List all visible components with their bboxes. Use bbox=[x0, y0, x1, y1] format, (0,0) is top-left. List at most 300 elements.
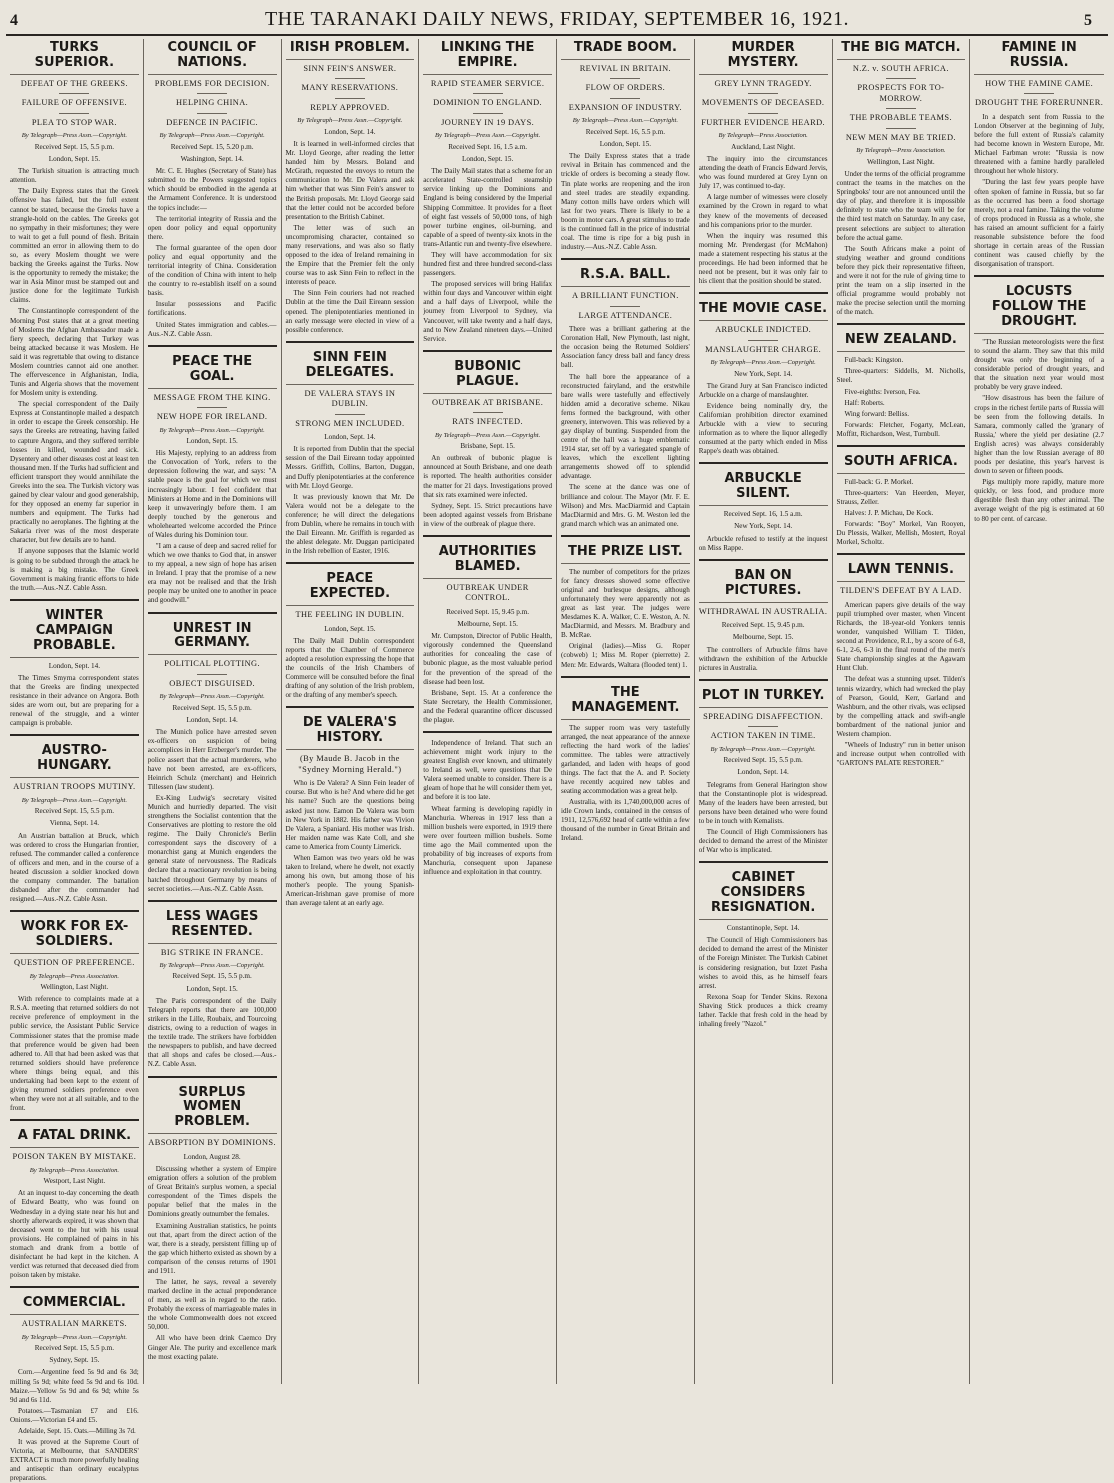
article-headline: BUBONIC PLAGUE. bbox=[423, 358, 552, 394]
article-dateline: Wellington, Last Night. bbox=[40, 983, 109, 992]
article-body bbox=[286, 779, 415, 908]
article-headline: LAWN TENNIS. bbox=[837, 561, 966, 582]
received-time: Received Sept. 16, 5.5 p.m. bbox=[585, 127, 665, 136]
article bbox=[561, 39, 690, 252]
article-paragraph: The Council of High Commissioners has decided to demand the arrest of the Minister of the Foreign Minister. The Turkish Cabinet is considering resignation, but Izzet Pasha wishes to avoid this, as he himself fears arrest. bbox=[698, 936, 828, 990]
article-deck: (By Maude B. Jacob in the "Sydney Morning Herald.") bbox=[298, 754, 402, 774]
article-headline: THE BIG MATCH. bbox=[837, 39, 966, 60]
article bbox=[561, 266, 690, 529]
article-paragraph: At an inquest to-day concerning the death of Edward Beatty, who was found on Wednesday in a dying state near his hut and shortly afterwards expired, it was shown that deceased went to the hut with his usual provisions. He complained of pains in his stomach and drank from a bottle of disinfectant he had kept in the kitchen. A verdict was returned that deceased died from poison taken by mistake. bbox=[10, 1189, 139, 1280]
article-body bbox=[286, 637, 415, 701]
article-divider bbox=[699, 559, 828, 561]
article-byline: By Telegraph—Press Association. bbox=[29, 1166, 120, 1174]
article-paragraph: "The Russian meteorologists were the first to sound the alarm. They saw that this mild drought was only the beginning of a considerable period of drought years, and that the situation next year would most probably be very grave indeed. bbox=[974, 338, 1104, 392]
article-deck: A BRILLIANT FUNCTION. bbox=[572, 291, 679, 301]
article-body bbox=[10, 1189, 139, 1280]
deck-divider bbox=[197, 113, 227, 114]
article-paragraph: Full-back: Kingston. bbox=[844, 356, 904, 365]
article-headline: ARBUCKLE SILENT. bbox=[699, 470, 828, 506]
article-paragraph: Rexona Soap for Tender Skins. Rexona Shaving Stick produces a thick creamy lather. Tackle that fresh cold in the head by inhaling freely "Nazol." bbox=[698, 992, 828, 1029]
article bbox=[423, 739, 552, 877]
article-byline: By Telegraph—Press Assn.—Copyright. bbox=[434, 431, 541, 439]
article-deck: WITHDRAWAL IN AUSTRALIA. bbox=[698, 606, 828, 616]
article-paragraph: Arbuckle refused to testify at the inquest on Miss Rappe. bbox=[698, 534, 828, 552]
deck-divider bbox=[335, 78, 365, 79]
article-paragraph: Three-quarters: Siddells, M. Nicholls, Steel. bbox=[836, 367, 966, 385]
received-time: Received Sept. 15, 5.5 p.m. bbox=[34, 807, 114, 816]
article-paragraph: "During the last few years people have often spoken of famine in Russia, but so far as the occurred has been a food shortage merely, not a real famine. Taking the volume of crops produced in Russia as a whole, she has raised an amount sufficient for a fairly reasonable subsistence before the food shortage in certain areas of the Russian continent was caused chiefly by the disorganisation of transport. bbox=[974, 178, 1104, 269]
deck-divider bbox=[335, 98, 365, 99]
article-deck: HELPING CHINA. bbox=[176, 98, 249, 108]
article-byline: By Telegraph—Press Assn.—Copyright. bbox=[159, 693, 265, 701]
article-dateline: Wellington, Last Night. bbox=[867, 157, 935, 166]
article bbox=[423, 39, 552, 344]
article-paragraph: Corn.—Argentine feed 5s 9d and 6s 3d; milling 5s 9d; white feed 5s 9d and 6s 10d. Maize.—Yellow 5s 9d and 6s 9d; white 5s 9d and 6s 11d. bbox=[10, 1368, 139, 1404]
article-byline: By Telegraph—Press Assn.—Copyright. bbox=[297, 117, 403, 125]
article-body bbox=[148, 997, 277, 1070]
article-paragraph: The Paris correspondent of the Daily Telegraph reports that there are 100,000 strikers in the Lille, Roubaix, and Tourcoing districts, owing to a reduction of wages in the textile trade. The strikers have forbidden the newspapers to publish, and have decreed that all shops and cafes be closed.—Aus.-N.Z. Cable Assn. bbox=[147, 996, 277, 1069]
article bbox=[148, 353, 277, 606]
article-paragraph: Forwards: "Boy" Morkel, Van Rooyen, Du Plessis, Walker, Mellish, Mostert, Royal Morkel, Scholtz. bbox=[836, 520, 966, 547]
article-deck: RATS INFECTED. bbox=[452, 417, 523, 427]
article-deck: FURTHER EVIDENCE HEARD. bbox=[701, 117, 826, 127]
article-divider bbox=[286, 706, 415, 708]
article-body bbox=[837, 356, 966, 439]
article-deck: AUSTRALIAN MARKETS. bbox=[21, 1319, 128, 1329]
article-byline: By Telegraph—Press Assn.—Copyright. bbox=[572, 117, 678, 125]
article-paragraph: The Grand Jury at San Francisco indicted Arbuckle on a charge of manslaughter. bbox=[698, 381, 828, 399]
article-paragraph: United States immigration and cables.—Aus.-N.Z. Cable Assn. bbox=[147, 320, 277, 338]
article-dateline: London, Sept. 15. bbox=[599, 140, 652, 149]
article-divider bbox=[561, 258, 690, 260]
article-deck: REPLY APPROVED. bbox=[310, 102, 390, 112]
received-time: Received Sept. 15, 5.5 p.m. bbox=[172, 972, 252, 981]
received-time: Received Sept. 15, 5.5 p.m. bbox=[172, 703, 252, 712]
deck-divider bbox=[335, 414, 365, 415]
article bbox=[837, 453, 966, 547]
article-deck: STRONG MEN INCLUDED. bbox=[295, 418, 405, 428]
article-body bbox=[837, 601, 966, 768]
article-paragraph: Examining Australian statistics, he points out that, apart from the direct action of the war, there is a steady, persistent filling up of the gap which hitherto existed as shown by a comparison of the census returns of 1901 and 1911. bbox=[147, 1221, 277, 1275]
article-body bbox=[837, 478, 966, 548]
article-deck: JOURNEY IN 19 DAYS. bbox=[441, 117, 535, 127]
article-divider bbox=[699, 292, 828, 294]
article-paragraph: Full-back: G. P. Morkel. bbox=[844, 477, 914, 486]
article-deck: THE PROBABLE TEAMS. bbox=[849, 113, 952, 123]
column-3 bbox=[282, 39, 420, 1384]
article bbox=[10, 742, 139, 904]
article-byline: By Telegraph—Press Assn.—Copyright. bbox=[159, 426, 265, 434]
article-divider bbox=[10, 734, 139, 736]
article-paragraph: It was proved at the Supreme Court of Victoria, at Melbourne, that SANDERS' EXTRACT is much more powerfully healing and antiseptic than ordinary eucalyptus preparations. bbox=[10, 1438, 139, 1483]
article-deck: MANY RESERVATIONS. bbox=[301, 83, 399, 93]
article bbox=[10, 1127, 139, 1280]
article-deck: REVIVAL IN BRITAIN. bbox=[579, 63, 672, 73]
article-paragraph: "Wheels of Industry" run in better unison and increase output when controlled with "GARTON'S PALATE RESTORER." bbox=[836, 741, 966, 768]
article-body bbox=[699, 781, 828, 856]
article-dateline: London, Sept. 15. bbox=[324, 624, 376, 633]
article-divider bbox=[10, 1119, 139, 1121]
article-byline: By Telegraph—Press Assn.—Copyright. bbox=[710, 359, 816, 367]
article bbox=[837, 331, 966, 439]
article-headline: DE VALERA'S HISTORY. bbox=[286, 714, 415, 750]
article-byline: By Telegraph—Press Assn.—Copyright. bbox=[710, 745, 816, 753]
article-divider bbox=[286, 562, 415, 564]
article-paragraph: Adelaide, Sept. 15. Oats.—Milling 3s 7d. bbox=[18, 1426, 136, 1435]
article-byline: By Telegraph—Press Association. bbox=[718, 132, 808, 140]
article-headline: NEW ZEALAND. bbox=[837, 331, 966, 352]
deck-divider bbox=[610, 98, 640, 99]
article-deck: SINN FEIN'S ANSWER. bbox=[303, 63, 397, 73]
article-body bbox=[699, 646, 828, 673]
article-headline: A FATAL DRINK. bbox=[10, 1127, 139, 1148]
article-body bbox=[974, 338, 1104, 524]
article-body bbox=[561, 724, 690, 844]
article-paragraph: Pigs multiply more rapidly, mature more quickly, or less food, and produce more digestible flesh than any other animal. The average weight of the pig is estimated at 60 to 80 per cent. of carcase. bbox=[974, 478, 1104, 523]
article-body bbox=[699, 936, 828, 1029]
article-byline: By Telegraph—Press Assn.—Copyright. bbox=[159, 132, 265, 140]
received-time: Received Sept. 15, 5.20 p.m. bbox=[170, 142, 254, 151]
article-deck: DOMINION TO ENGLAND. bbox=[433, 98, 543, 108]
article-dateline: Melbourne, Sept. 15. bbox=[732, 633, 794, 642]
article-paragraph: "I am a cause of deep and sacred relief for which we owe thanks to God that, in answer to my appeal, a new sign of hope has arisen in Ireland. I pray that the promise of a new era may not be realised and that the Irish people may be united one to another in peace and goodwill." bbox=[147, 541, 277, 605]
masthead bbox=[6, 6, 1108, 36]
article-divider bbox=[974, 275, 1104, 277]
article-paragraph: Discussing whether a system of Empire emigration offers a solution of the problem of Great Britain's surplus women, a special correspondent of the Times dispels the popular belief that the males in the Dominions greatly outnumber the females. bbox=[147, 1165, 277, 1219]
article-dateline: Constantinople, Sept. 14. bbox=[726, 924, 800, 933]
article-paragraph: Mr. Cumpston, Director of Public Health, vigorously condemned the Queensland authorities for concealing the case of bubonic plague, as the most valuable period for the prevention of the spread of the disease had been lost. bbox=[423, 632, 552, 686]
article-body bbox=[148, 167, 277, 338]
article-divider bbox=[10, 599, 139, 601]
article-dateline: New York, Sept. 14. bbox=[734, 369, 793, 378]
article bbox=[10, 918, 139, 1113]
deck-divider bbox=[197, 674, 227, 675]
article-paragraph: American papers give details of the way pupil triumphed over master, when Vincent Richards, the 18-year-old Yonkers tennis wonder, vanquished William T. Tilden, second at Providence, R.I., by a score of 6-8, 6-1, 2-6, 6-3 in the final round of the men's State championship singles at the Agawam Hunt Club. bbox=[836, 600, 966, 673]
article-divider bbox=[148, 612, 277, 614]
article-paragraph: When the inquiry was resumed this morning Mr. Prendergast (for McMahon) made a statement respecting his status at the proceedings. He had been informed that he need not be present, but it was only fair to his client that the position should be stated. bbox=[698, 231, 828, 286]
article-headline: TURKS SUPERIOR. bbox=[10, 39, 139, 75]
article-divider bbox=[699, 679, 828, 681]
article-headline: PEACE EXPECTED. bbox=[286, 570, 415, 606]
received-time: Received Sept. 15, 5.5 p.m. bbox=[34, 1344, 114, 1353]
article-paragraph: The territorial integrity of Russia and the open door policy and equal opportunity there. bbox=[147, 214, 277, 241]
deck-divider bbox=[473, 113, 503, 114]
article-divider bbox=[837, 445, 966, 447]
article-deck: NEW MEN MAY BE TRIED. bbox=[845, 132, 956, 142]
article bbox=[10, 607, 139, 729]
article-deck: FLOW OF ORDERS. bbox=[585, 83, 666, 93]
article-paragraph: Evidence being nominally dry, the Californian prohibition director examined Arbuckle with a view to securing information as to where the liquor allegedly consumed at the party which ended in Miss Rappe's death was obtained. bbox=[698, 401, 828, 456]
article-paragraph: There was a brilliant gathering at the Coronation Hall, New Plymouth, last night, the occasion being the Returned Soldiers' Association fancy dress ball and fancy dress ball. bbox=[561, 325, 690, 370]
article-deck: HOW THE FAMINE CAME. bbox=[985, 78, 1094, 88]
article-headline: FAMINE IN RUSSIA. bbox=[974, 39, 1104, 75]
article-paragraph: The Daily Express states that the Greek offensive has failed, but the full extent cannot be stated, because the Greeks have a strangle-hold on the cables. The Greeks got no sympathy in their misfortunes; they were to wait to get a full pound of flesh. Britain committed an error in allowing them to do so, as every Moslem thought we were backing the Greeks against the Turks. Now is the opportunity to remedy the mistake; the war in Asia Minor must be stamped out and justice done for the legitimate Turkish claims. bbox=[10, 187, 139, 305]
article-paragraph: All who have been drink Caemco Dry Ginger Ale. The purity and excellence mark the most exacting palate. bbox=[147, 1334, 277, 1361]
article-deck: OUTBREAK AT BRISBANE. bbox=[431, 397, 544, 407]
article-byline: By Telegraph—Press Association. bbox=[29, 972, 120, 980]
article-dateline: London, Sept. 14. bbox=[324, 433, 376, 442]
deck-divider bbox=[886, 78, 916, 79]
deck-divider bbox=[473, 93, 503, 94]
article-headline: PLOT IN TURKEY. bbox=[699, 687, 828, 708]
article-divider bbox=[699, 462, 828, 464]
article-paragraph: Telegrams from General Harington show that the Constantinople plot is widespread. Many of the leaders have been arrested, but persons have been detained who were found to be in touch with Kemalists. bbox=[698, 780, 828, 825]
article-byline: By Telegraph—Press Assn.—Copyright. bbox=[159, 962, 265, 970]
article-paragraph: The Council of High Commissioners has decided to demand the arrest of the Minister of War who is implicated. bbox=[698, 828, 828, 855]
article-deck: PROSPECTS FOR TO-MORROW. bbox=[857, 83, 945, 103]
article-body bbox=[699, 382, 828, 457]
article bbox=[699, 300, 828, 456]
article-paragraph: An Austrian battalion at Bruck, which was ordered to cross the Hungarian frontier, refused. The commander called a conference of officers and men, and in the course of a heated discussion a soldier knocked down the company commander. The battalion disbanded after the commander had resigned.—Aus.-N.Z. Cable Assn. bbox=[10, 831, 139, 904]
article bbox=[148, 620, 277, 894]
deck-divider bbox=[197, 93, 227, 94]
article-deck: LARGE ATTENDANCE. bbox=[578, 310, 673, 320]
article-headline: COMMERCIAL. bbox=[10, 1294, 139, 1315]
article-dateline: London, Sept. 15. bbox=[461, 155, 514, 164]
article bbox=[286, 570, 415, 700]
article-paragraph: Who is De Valera? A Sinn Fein leader of course. But who is he? And where did he get his name? Such are the questions being asked just now. Eamon De Valera was born in New York in 1882. His father was Vivion De Valera, a Spaniard. His mother was Irish. Her maiden name was Kate Coll, and she came to America from County Limerick. bbox=[285, 779, 415, 851]
deck-divider bbox=[748, 93, 778, 94]
article-deck: DEFEAT OF THE GREEKS. bbox=[20, 78, 128, 88]
article-deck: QUESTION OF PREFERENCE. bbox=[14, 958, 135, 968]
article-divider bbox=[148, 900, 277, 902]
article-divider bbox=[837, 323, 966, 325]
article-headline: R.S.A. BALL. bbox=[561, 266, 690, 287]
article-headline: CABINET CONSIDERS RESIGNATION. bbox=[699, 869, 828, 920]
article bbox=[10, 1294, 139, 1483]
article-byline: By Telegraph—Press Assn.—Copyright. bbox=[21, 796, 127, 804]
article-body bbox=[974, 113, 1104, 269]
article-paragraph: It is reported from Dublin that the special session of the Dail Eireann today appointed Messrs. Griffith, Collins, Barton, Duggan, and Duffy plenipotentiaries at the conference with Mr. Lloyd George. bbox=[285, 445, 415, 490]
article-paragraph: The proposed services will bring Halifax within four days and Vancouver within eight and a half days of Liverpool, while the journey from Liverpool to Sydney, via Vancouver, will take twenty and a half days, and to New Zealand nineteen days.—United Service. bbox=[423, 280, 552, 343]
article bbox=[837, 39, 966, 317]
article-deck: NEW HOPE FOR IRELAND. bbox=[156, 412, 268, 422]
article-paragraph: Insular possessions and Pacific fortifications. bbox=[147, 300, 277, 318]
article-deck: N.Z. v. SOUTH AFRICA. bbox=[852, 63, 949, 73]
article-divider bbox=[148, 345, 277, 347]
article-paragraph: Mr. C. E. Hughes (Secretary of State) has submitted to the Powers suggested topics which should be embodied in the agenda at the Armament Conference. It is understood the topics include:— bbox=[147, 167, 277, 212]
deck-divider bbox=[886, 108, 916, 109]
column-8 bbox=[970, 39, 1108, 1384]
article-paragraph: The scene at the dance was one of brilliance and colour. The Mayor (Mr. F. E. Wilson) and Mrs. MacDiarmid and Captain MacDiarmid and Mrs. G. M. Weston led the grand march which was an animated one. bbox=[561, 483, 690, 528]
article bbox=[837, 561, 966, 768]
article-headline: BAN ON PICTURES. bbox=[699, 567, 828, 603]
article bbox=[974, 283, 1104, 523]
article-body bbox=[10, 674, 139, 728]
article-dateline: London, Sept. 14. bbox=[48, 661, 101, 670]
column-5 bbox=[557, 39, 695, 1384]
article-headline: THE MOVIE CASE. bbox=[699, 300, 828, 321]
article bbox=[423, 543, 552, 725]
received-time: Received Sept. 16, 1.5 a.m. bbox=[723, 510, 803, 519]
article-body bbox=[286, 445, 415, 556]
article bbox=[561, 684, 690, 844]
article-deck: RAPID STEAMER SERVICE. bbox=[430, 78, 545, 88]
article-divider bbox=[699, 861, 828, 863]
received-time: Received Sept. 15, 9.45 p.m. bbox=[721, 621, 805, 630]
article-deck: ARBUCKLE INDICTED. bbox=[715, 325, 812, 335]
article-deck: THE FEELING IN DUBLIN. bbox=[295, 610, 405, 620]
article-divider bbox=[148, 1076, 277, 1078]
page-number-right: 5 bbox=[1084, 12, 1092, 29]
article-deck: GREY LYNN TRAGEDY. bbox=[714, 78, 812, 88]
article-dateline: London, Sept. 15. bbox=[48, 155, 101, 164]
article-headline: THE MANAGEMENT. bbox=[561, 684, 690, 720]
article-paragraph: It is learned in well-informed circles that Mr. Lloyd George, after reading the letter handed him by Messrs. Boland and McGrath, requested the envoys to return the communication to Mr. De Valera and ask him whether that was Sinn Fein's answer to the British proposals. Mr. Lloyd George said that the letter could not be accorded before presentation to the British Cabinet. bbox=[285, 140, 415, 221]
article bbox=[699, 869, 828, 1029]
article-deck: POISON TAKEN BY MISTAKE. bbox=[12, 1152, 137, 1162]
deck-divider bbox=[748, 113, 778, 114]
article-paragraph: The Times Smyrna correspondent states that the Greeks are finding unexpected resistance in their advance on Angora. Both sides are worn out, but are preparing for a renewal of the struggle, and a winter campaign is probable. bbox=[10, 673, 139, 728]
article-body bbox=[423, 167, 552, 343]
article-headline: PEACE THE GOAL. bbox=[148, 353, 277, 389]
article-paragraph: Independence of Ireland. That such an achievement might work injury to the greatest English ever known, and ultimately to Ireland as well, were questions that De Valera seemed unable to consider. There is a gleam of hope that he will consider them yet, and before it is too late. bbox=[423, 738, 552, 802]
article-deck: TILDEN'S DEFEAT BY A LAD. bbox=[840, 586, 962, 596]
article-headline: LESS WAGES RESENTED. bbox=[148, 908, 277, 944]
article bbox=[699, 687, 828, 855]
article-byline: By Telegraph—Press Assn.—Copyright. bbox=[21, 132, 127, 140]
column-6 bbox=[695, 39, 833, 1384]
deck-divider bbox=[197, 407, 227, 408]
article-dateline: Auckland, Last Night. bbox=[731, 142, 796, 151]
column-7 bbox=[833, 39, 971, 1384]
deck-divider bbox=[748, 340, 778, 341]
article-headline: THE PRIZE LIST. bbox=[561, 543, 690, 564]
article bbox=[974, 39, 1104, 269]
deck-divider bbox=[1024, 93, 1054, 94]
article-paragraph: The South Africans make a point of studying weather and ground conditions before they pick their representative fifteen, and were it not for the rule of giving time to print the team on a slip inserted in the official programme would probably not make the precise selection until the morning of the match. bbox=[836, 244, 966, 317]
article-divider bbox=[286, 341, 415, 343]
article-paragraph: Five-eighths: Iverson, Fea. bbox=[844, 387, 921, 396]
newspaper-title: THE TARANAKI DAILY NEWS, FRIDAY, SEPTEMBER 16, 1921. bbox=[264, 8, 850, 30]
article-dateline: London, Sept. 14. bbox=[324, 127, 376, 136]
article-paragraph: The Munich police have arrested seven ex-officers on suspicion of being accomplices in Herr Erzberger's murder. The police assert that the actual murderers, who have not been arrested, are ex-officers, Heinrich Schulz (merchant) and Heinrich Tillessen (law student). bbox=[147, 728, 277, 791]
article-paragraph: The Turkish situation is attracting much attention. bbox=[10, 167, 139, 185]
deck-divider bbox=[886, 128, 916, 129]
article-paragraph: Wheat farming is developing rapidly in Manchuria. Whereas in 1917 less than a million bushels were exported, in 1919 there were over fourteen million bushels. Some time ago the Mail commented upon the probability of big increases of exports from Manchuria, consequent upon Japanese influence and exploitation in that country. bbox=[423, 804, 552, 877]
columns-container bbox=[6, 39, 1108, 1483]
article-paragraph: The Sinn Fein couriers had not reached Dublin at the time the Dail Eireann session opened. The plenipotentiaries mentioned in an early message were elected in view of a possible conference. bbox=[285, 289, 415, 334]
article-byline: By Telegraph—Press Assn.—Copyright. bbox=[21, 1333, 127, 1341]
article-body bbox=[561, 325, 690, 529]
deck-divider bbox=[59, 93, 89, 94]
article-deck: MOVEMENTS OF DECEASED. bbox=[701, 98, 825, 108]
article-paragraph: The defeat was a stunning upset. Tilden's tennis wizardry, which had wrecked the play of Pearson, Gould, Kerr, Garland and Washburn, and the other rivals, was eclipsed by the compelling attack and swift-angle bombardment of the national junior and Western champion. bbox=[836, 675, 966, 738]
article-body bbox=[561, 152, 690, 252]
article-dateline: Washington, Sept. 14. bbox=[180, 155, 244, 164]
article-body bbox=[148, 1165, 277, 1362]
article-paragraph: Original (ladies).—Miss G. Roper (cobweb) 1; Miss M. Roper (pierrette) 2. Men: Mr. Edwards, Waltara (flooded tent) 1. bbox=[561, 642, 690, 669]
article-headline: SINN FEIN DELEGATES. bbox=[286, 349, 415, 385]
article-deck: EXPANSION OF INDUSTRY. bbox=[568, 102, 683, 112]
article-paragraph: It was previously known that Mr. De Valera would not be a delegate to the conference; he will direct the delegations from Dublin, where he remains in touch with the Dail Eireann. Mr. Griffith is regarded as the ablest delegate. Mr. Duggan participated in the Irish rebellion of Easter, 1916. bbox=[285, 492, 415, 556]
received-time: Received Sept. 16, 1.5 a.m. bbox=[448, 142, 528, 151]
article-body bbox=[148, 449, 277, 605]
article bbox=[10, 39, 139, 593]
article-body bbox=[148, 728, 277, 893]
column-2 bbox=[144, 39, 282, 1384]
article-body bbox=[10, 167, 139, 593]
article-paragraph: Half: Roberts. bbox=[844, 398, 885, 407]
article-body bbox=[699, 155, 828, 286]
article-dateline: Westport, Last Night. bbox=[43, 1177, 106, 1186]
article bbox=[286, 39, 415, 335]
article-headline: SOUTH AFRICA. bbox=[837, 453, 966, 474]
article-deck: OBJECT DISGUISED. bbox=[169, 678, 255, 688]
received-time: Received Sept. 15, 5.5 p.m. bbox=[34, 142, 114, 151]
article-paragraph: The number of competitors for the prizes for fancy dresses showed some effective original and burlesque designs, although unfortunately they were apparently not as great as last year. The judges were Mesdames K. A. Walker, C. E. Weston, A. N. MacDiarmid, and Messrs. M. Bradbury and B. McRae. bbox=[561, 567, 690, 640]
article-deck: DEFENCE IN PACIFIC. bbox=[166, 117, 258, 127]
deck-divider bbox=[59, 113, 89, 114]
article-deck: BIG STRIKE IN FRANCE. bbox=[160, 947, 264, 957]
article-body bbox=[286, 140, 415, 335]
article-paragraph: With reference to complaints made at a R.S.A. meeting that returned soldiers do not receive preference of employment in the public service, the Assistant Public Service Commissioner states that the promise made that preference would be given had been adhered to. All that had been asked was that returned soldiers should have preference where things being equal, and this undertaking had been kept to the extent of giving returned soldiers preference even when they were not at all suitable, and to the front. bbox=[10, 995, 139, 1113]
article-deck: MANSLAUGHTER CHARGE. bbox=[705, 344, 822, 354]
article-dateline: Melbourne, Sept. 15. bbox=[457, 619, 518, 628]
article-deck: ACTION TAKEN IN TIME. bbox=[710, 731, 816, 741]
article-paragraph: When Eamon was two years old he was taken to Ireland, where he dwelt, not exactly among his own, but among those of his mother's people. The young Spanish-American-Irishman gave promise of more than average talent at an early age. bbox=[285, 853, 415, 908]
article-divider bbox=[423, 535, 552, 537]
article-paragraph: The hall bore the appearance of a reconstructed fairyland, and the erstwhile bare walls were tastefully and effectively hidden amid a decorative scheme. Nikau ferns formed the background, with other greenery, interwoven. This was relieved by a gay display of bunting. Suspended from the centre of the hall was a huge emblematic 1914 star, set off by a variegated spangle of leaves, which the excellent lighting arrangements showed off to splendid advantage. bbox=[561, 372, 690, 481]
article-paragraph: In a despatch sent from Russia to the London Observer at the beginning of July, before the full extent of Russia's calamity had become known in Western Europe, Mr. Michael Farbman wrote: "Russia is now threatened with a famine hardly paralleled throughout her whole history. bbox=[974, 112, 1104, 176]
article-headline: LINKING THE EMPIRE. bbox=[423, 39, 552, 75]
article-paragraph: Potatoes.—Tasmanian £7 and £16. Onions.—Victorian £4 and £5. bbox=[10, 1406, 139, 1424]
article-body bbox=[10, 995, 139, 1113]
article-body bbox=[423, 632, 552, 725]
article-headline: WORK FOR EX-SOLDIERS. bbox=[10, 918, 139, 954]
article-paragraph: Forwards: Fletcher, Fogarty, McLean, Moffitt, Richardson, West, Turnbull. bbox=[836, 420, 966, 438]
article-headline: UNREST IN GERMANY. bbox=[148, 620, 277, 656]
article-headline: SURPLUS WOMEN PROBLEM. bbox=[148, 1084, 277, 1135]
article-paragraph: Halves: J. P. Michau, De Kock. bbox=[844, 509, 934, 518]
article-deck: SPREADING DISAFFECTION. bbox=[703, 711, 824, 721]
article-paragraph: "How disastrous has been the failure of crops in the richest fertile parts of Russia will be seen from the following details. In Samara, commonly called the 'granary of Russia,' where the yield per desiatine (2.7 English acres) was always considerably higher than the low Russian average of 80 poods per desiatine, this year's harvest is down to seven or fifteen poods. bbox=[974, 394, 1104, 476]
article-byline: By Telegraph—Press Association. bbox=[856, 147, 946, 155]
page-number-left: 4 bbox=[10, 12, 18, 29]
article-headline: TRADE BOOM. bbox=[561, 39, 690, 60]
article-deck: DROUGHT THE FORERUNNER. bbox=[975, 98, 1104, 108]
article-headline: COUNCIL OF NATIONS. bbox=[148, 39, 277, 75]
article-deck: FAILURE OF OFFENSIVE. bbox=[21, 98, 127, 108]
article bbox=[286, 714, 415, 908]
article-paragraph: The Daily Mail Dublin correspondent reports that the Chamber of Commerce adopted a resolution expressing the hope that the councils of the Irish Chambers of Commerce will be consulted before the final drafting of any solution of the Irish problem, or the drafting of any member's speech. bbox=[285, 636, 415, 700]
article bbox=[286, 349, 415, 557]
article-divider bbox=[561, 676, 690, 678]
article-paragraph: An outbreak of bubonic plague is announced at South Brisbane, and one death is reported. The health authorities consider the matter for 21 days. Investigations proved that six rats examined were infected. bbox=[423, 454, 552, 499]
article-headline: IRISH PROBLEM. bbox=[286, 39, 415, 60]
article-paragraph: Three-quarters: Van Heerden, Meyer, Strauss, Zeller. bbox=[836, 488, 966, 506]
article-dateline: London, Sept. 14. bbox=[186, 716, 238, 725]
article-paragraph: A large number of witnesses were closely examined by the Crown in regard to what they knew of the movements of deceased and his companions prior to the murder. bbox=[698, 193, 828, 229]
article-paragraph: Sydney, Sept. 15. Strict precautions have been adopted against vessels from Brisbane in view of the outbreak of plague there. bbox=[423, 501, 552, 528]
article-paragraph: If anyone supposes that the Islamic world is going to be subdued through the attack he is making a big mistake. The Greek Government is making frantic efforts to hide the truth.—Aus.-N.Z. Cable Assn. bbox=[10, 547, 139, 592]
article bbox=[699, 39, 828, 286]
article-headline: AUSTRO-HUNGARY. bbox=[10, 742, 139, 778]
article-paragraph: The inquiry into the circumstances attending the death of Francis Edward Jervis, who was found murdered at Grey Lynn on July 17, was continued to-day. bbox=[698, 155, 828, 191]
article-paragraph: His Majesty, replying to an address from the Convocation of York, refers to the depression following the war, and says: "A stable peace is the goal for which we must increasingly labour. I feel confident that Ministers at Home and in the Dominions will keep it unwaveringly before them. I am deeply touched by the generous and wholehearted welcome accorded the Prince of Wales during his Dominion tour. bbox=[147, 449, 277, 539]
article-paragraph: The controllers of Arbuckle films have withdrawn the exhibition of the Arbuckle pictures in Australia. bbox=[698, 645, 828, 672]
article-dateline: London, August 28. bbox=[183, 1152, 241, 1161]
article-paragraph: The Daily Mail states that a scheme for an accelerated State-controlled steamship service linking up the Dominions and England is being considered by the Imperial Shipping Committee. It provides for a fleet of eight fast vessels of 50,000 tons, of high power turbine engines, oil-burning, and capable of a speed of twenty-six knots in the trans-Atlantic run and twenty-five elsewhere. bbox=[423, 167, 552, 248]
article bbox=[699, 567, 828, 673]
article-headline: WINTER CAMPAIGN PROBABLE. bbox=[10, 607, 139, 658]
deck-divider bbox=[610, 306, 640, 307]
deck-divider bbox=[610, 78, 640, 79]
article-deck: POLITICAL PLOTTING. bbox=[164, 659, 260, 669]
article-deck: DE VALERA STAYS IN DUBLIN. bbox=[304, 388, 396, 409]
article-deck: PROBLEMS FOR DECISION. bbox=[154, 78, 270, 88]
article-headline: LOCUSTS FOLLOW THE DROUGHT. bbox=[974, 283, 1104, 334]
